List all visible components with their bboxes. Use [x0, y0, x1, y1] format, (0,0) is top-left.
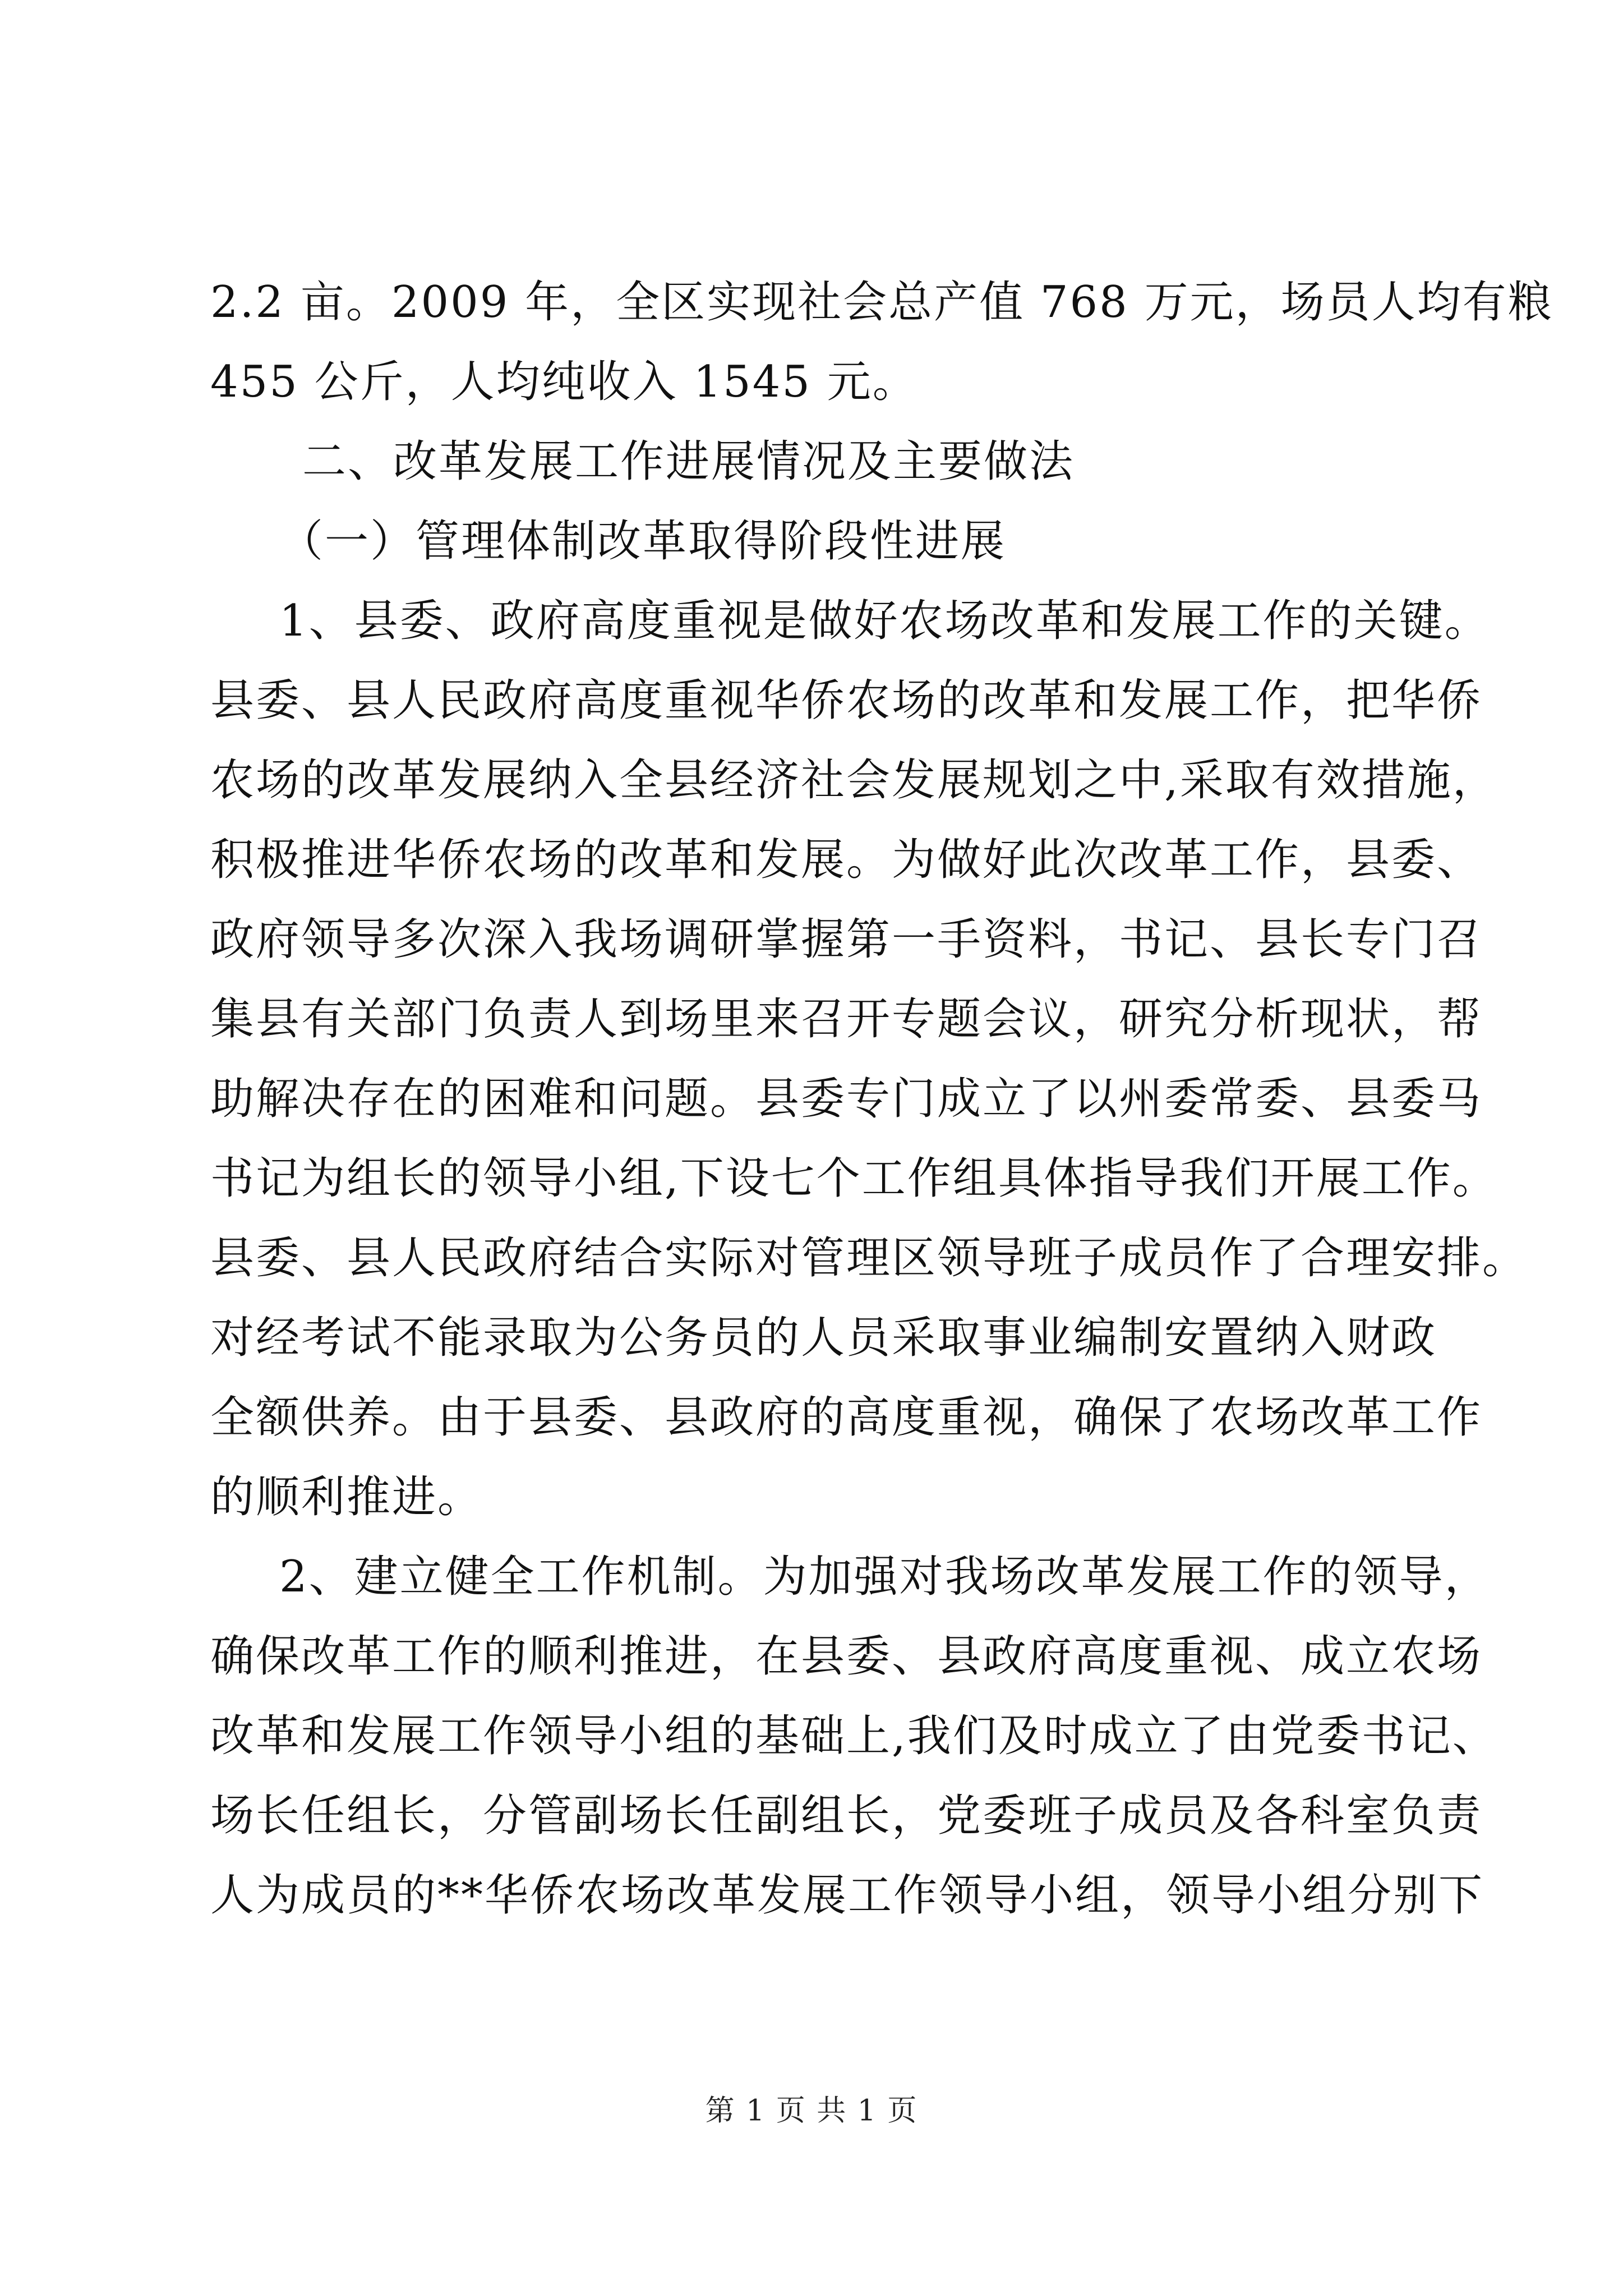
- text-line: 县委、县人民政府高度重视华侨农场的改革和发展工作，把华侨: [210, 675, 1483, 726]
- text-line: 对经考试不能录取为公务员的人员采取事业编制安置纳入财政: [210, 1313, 1437, 1363]
- document-body: [210, 263, 1553, 1935]
- text-line: 书记为组长的领导小组,下设七个工作组具体指导我们开展工作。: [210, 1153, 1498, 1204]
- text-line: 455 公斤，人均纯收入 1545 元。: [210, 357, 918, 407]
- text-line: 2.2 亩。2009 年，全区实现社会总产值 768 万元，场员人均有粮: [210, 277, 1553, 328]
- section-heading: 二、改革发展工作进展情况及主要做法: [302, 436, 1075, 487]
- text-line: 县委、县人民政府结合实际对管理区领导班子成员作了合理安排。: [210, 1233, 1528, 1283]
- paragraph-first-line: 1、县委、政府高度重视是做好农场改革和发展工作的关键。: [279, 596, 1490, 646]
- text-line: 确保改革工作的顺利推进，在县委、县政府高度重视、成立农场: [210, 1631, 1483, 1682]
- paragraph-first-line: 2、建立健全工作机制。为加强对我场改革发展工作的领导，: [279, 1552, 1490, 1602]
- text-line: 政府领导多次深入我场调研掌握第一手资料，书记、县长专门召: [210, 914, 1483, 965]
- text-line: 人为成员的**华侨农场改革发展工作领导小组，领导小组分别下: [210, 1870, 1484, 1921]
- text-line: 农场的改革发展纳入全县经济社会发展规划之中,采取有效措施，: [210, 755, 1498, 806]
- text-line: 场长任组长，分管副场长任副组长，党委班子成员及各科室负责: [210, 1791, 1483, 1841]
- text-line: 积极推进华侨农场的改革和发展。为做好此次改革工作，县委、: [210, 835, 1483, 885]
- text-line: 改革和发展工作领导小组的基础上,我们及时成立了由党委书记、: [210, 1711, 1498, 1761]
- text-line: 助解决存在的困难和问题。县委专门成立了以州委常委、县委马: [210, 1074, 1483, 1124]
- subsection-heading: （一）管理体制改革取得阶段性进展: [279, 516, 1007, 567]
- text-line: 集县有关部门负责人到场里来召开专题会议，研究分析现状，帮: [210, 994, 1483, 1045]
- text-line: 的顺利推进。: [210, 1472, 483, 1522]
- text-line: 全额供养。由于县委、县政府的高度重视，确保了农场改革工作: [210, 1392, 1483, 1443]
- page-footer: 第 1 页 共 1 页: [705, 2094, 918, 2128]
